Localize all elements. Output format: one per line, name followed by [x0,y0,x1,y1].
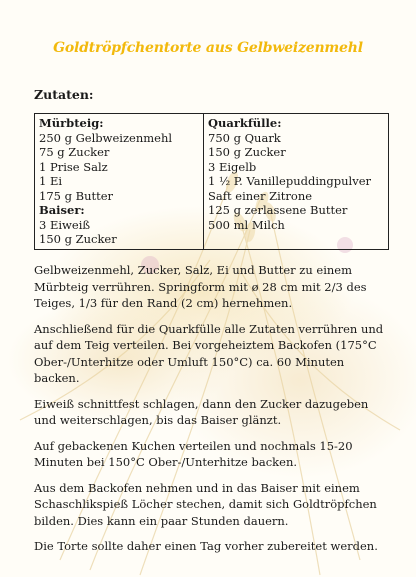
ingredient-item: 75 g Zucker [39,145,110,159]
ingredients-heading: Zutaten: [34,87,94,102]
ingredient-item: 500 ml Milch [208,217,285,232]
ingredient-item: 250 g Gelbweizenmehl [39,130,173,145]
ingredients-left-column [35,114,204,250]
instructions [34,262,384,564]
instruction-paragraph: Die Torte sollte daher einen Tag vorher zubereitet werden. [34,539,378,553]
instruction-paragraph: Aus dem Backofen nehmen und in das Baiser mit einem Schaschlikspieß Löcher stechen, damit sich Goldtröpfchen bilden. Dies kann ein paar Stunden dauern. [34,480,377,528]
ingredient-item: 150 g Zucker [208,145,286,159]
ingredient-item: 3 Eigelb [208,159,257,174]
instruction-paragraph: Auf gebackenen Kuchen verteilen und nochmals 15-20 Minuten bei 150°C Ober-/Unterhitze backen. [34,438,353,469]
ingredient-item: 3 Eiweiß [39,217,91,232]
instruction-paragraph: Anschließend für die Quarkfülle alle Zutaten verrühren und auf dem Teig verteilen. Bei vorgeheiztem Backofen (175°C Ober-/Unterhitze oder Umluft 150°C) ca. 60 Minuten backen. [34,321,384,385]
ingredient-item: 125 g zerlassene Butter [208,203,348,217]
ingredients-table [34,113,389,250]
ingredient-group-heading: Mürbteig: [39,116,104,130]
ingredient-group-heading: Quarkfülle: [208,116,282,130]
ingredient-group-heading: Baiser: [39,203,85,217]
ingredient-item: Saft einer Zitrone [208,188,313,203]
instruction-paragraph: Gelbweizenmehl, Zucker, Salz, Ei und Butter zu einem Mürbteig verrühren. Springform mit ø 28 cm mit 2/3 des Teiges, 1/3 für den Rand (2 cm) hernehmen. [34,263,367,310]
ingredients-right-column [204,114,389,250]
ingredient-item: 1 Prise Salz [39,159,108,174]
ingredient-item: 150 g Zucker [39,232,117,246]
ingredient-item: 1 Ei [39,174,63,188]
ingredient-item: 175 g Butter [39,188,114,203]
ingredient-item: 1 ½ P. Vanillepuddingpulver [208,174,372,188]
ingredient-item: 750 g Quark [208,130,281,145]
recipe-title: Goldtröpfchentorte aus Gelbweizenmehl [53,40,363,56]
instruction-paragraph: Eiweiß schnittfest schlagen, dann den Zucker dazugeben und weiterschlagen, bis das Baiser glänzt. [34,396,369,427]
